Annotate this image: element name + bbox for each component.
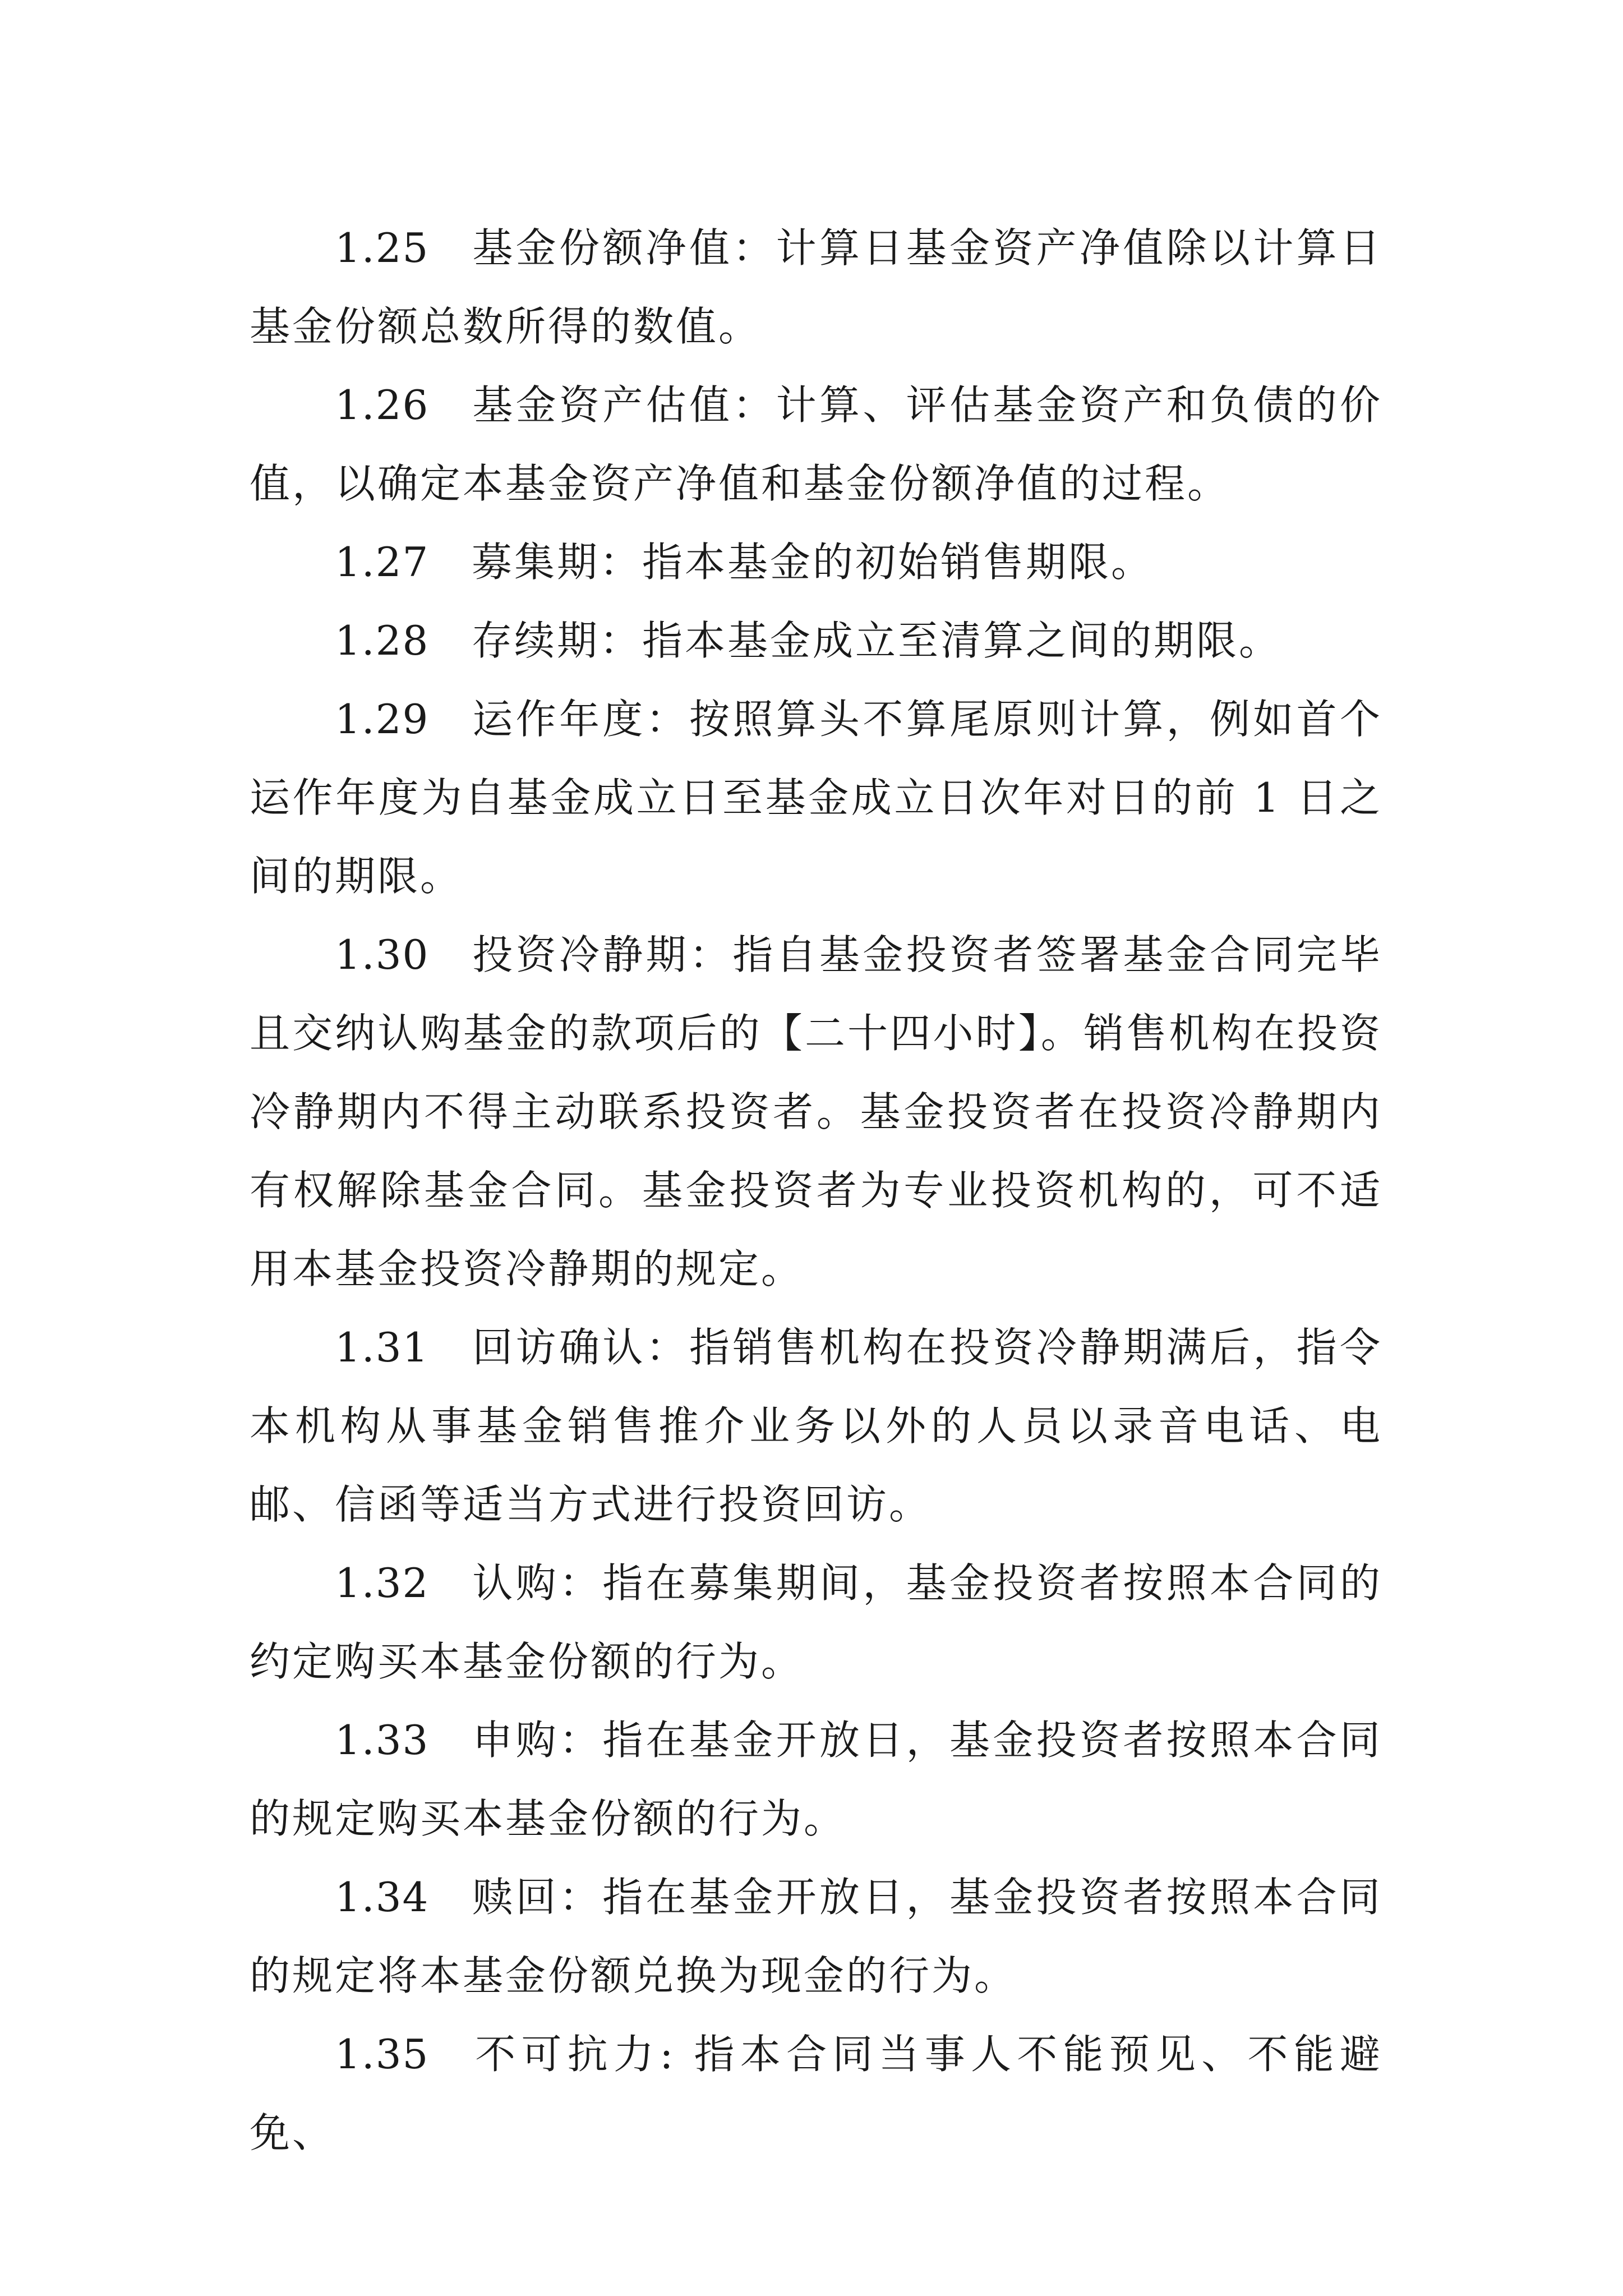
clause-text: 运作年度：按照算头不算尾原则计算，例如首个运作年度为自基金成立日至基金成立日次年对日的前 1 日之间的期限。	[250, 696, 1382, 900]
clause-1-25	[250, 209, 1382, 366]
clause-text: 基金资产估值：计算、评估基金资产和负债的价值，以确定本基金资产净值和基金份额净值的过程。	[250, 381, 1382, 507]
clause-1-32	[250, 1544, 1382, 1701]
clause-text: 不可抗力: 指本合同当事人不能预见、不能避免、	[250, 2031, 1382, 2156]
clause-1-30	[250, 915, 1382, 1308]
clause-1-26	[250, 366, 1382, 523]
document-body	[250, 209, 1382, 2172]
clause-number: 1.28	[335, 617, 430, 664]
clause-text: 存续期：指本基金成立至清算之间的期限。	[472, 617, 1282, 664]
clause-1-34	[250, 1858, 1382, 2015]
clause-text: 回访确认：指销售机构在投资冷静期满后，指令本机构从事基金销售推介业务以外的人员以录音电话、电邮、信函等适当方式进行投资回访。	[250, 1324, 1382, 1528]
clause-text: 认购：指在募集期间，基金投资者按照本合同的约定购买本基金份额的行为。	[250, 1559, 1382, 1685]
clause-text: 申购：指在基金开放日，基金投资者按照本合同的规定购买本基金份额的行为。	[250, 1717, 1382, 1842]
clause-1-33	[250, 1701, 1382, 1858]
clause-number: 1.35	[335, 2031, 430, 2078]
clause-number: 1.33	[335, 1717, 430, 1764]
clause-number: 1.25	[335, 224, 430, 272]
clause-1-29	[250, 680, 1382, 915]
clause-text: 募集期：指本基金的初始销售期限。	[472, 539, 1154, 586]
clause-number: 1.27	[335, 539, 430, 586]
clause-text: 基金份额净值：计算日基金资产净值除以计算日基金份额总数所得的数值。	[250, 224, 1382, 350]
clause-1-28	[250, 601, 1382, 680]
clause-text: 赎回：指在基金开放日，基金投资者按照本合同的规定将本基金份额兑换为现金的行为。	[250, 1874, 1382, 1999]
clause-number: 1.29	[335, 696, 430, 743]
clause-text: 投资冷静期：指自基金投资者签署基金合同完毕且交纳认购基金的款项后的【二十四小时】。销售机构在投资冷静期内不得主动联系投资者。基金投资者在投资冷静期内有权解除基金合同。基金投资者为专业投资机构的，可不适用本基金投资冷静期的规定。	[250, 931, 1382, 1292]
clause-1-31	[250, 1308, 1382, 1544]
clause-number: 1.31	[335, 1324, 430, 1371]
clause-1-35	[250, 2015, 1382, 2172]
clause-number: 1.34	[335, 1874, 430, 1921]
clause-number: 1.30	[335, 931, 430, 978]
clause-number: 1.32	[335, 1559, 430, 1607]
clause-1-27	[250, 523, 1382, 601]
clause-number: 1.26	[335, 381, 430, 429]
